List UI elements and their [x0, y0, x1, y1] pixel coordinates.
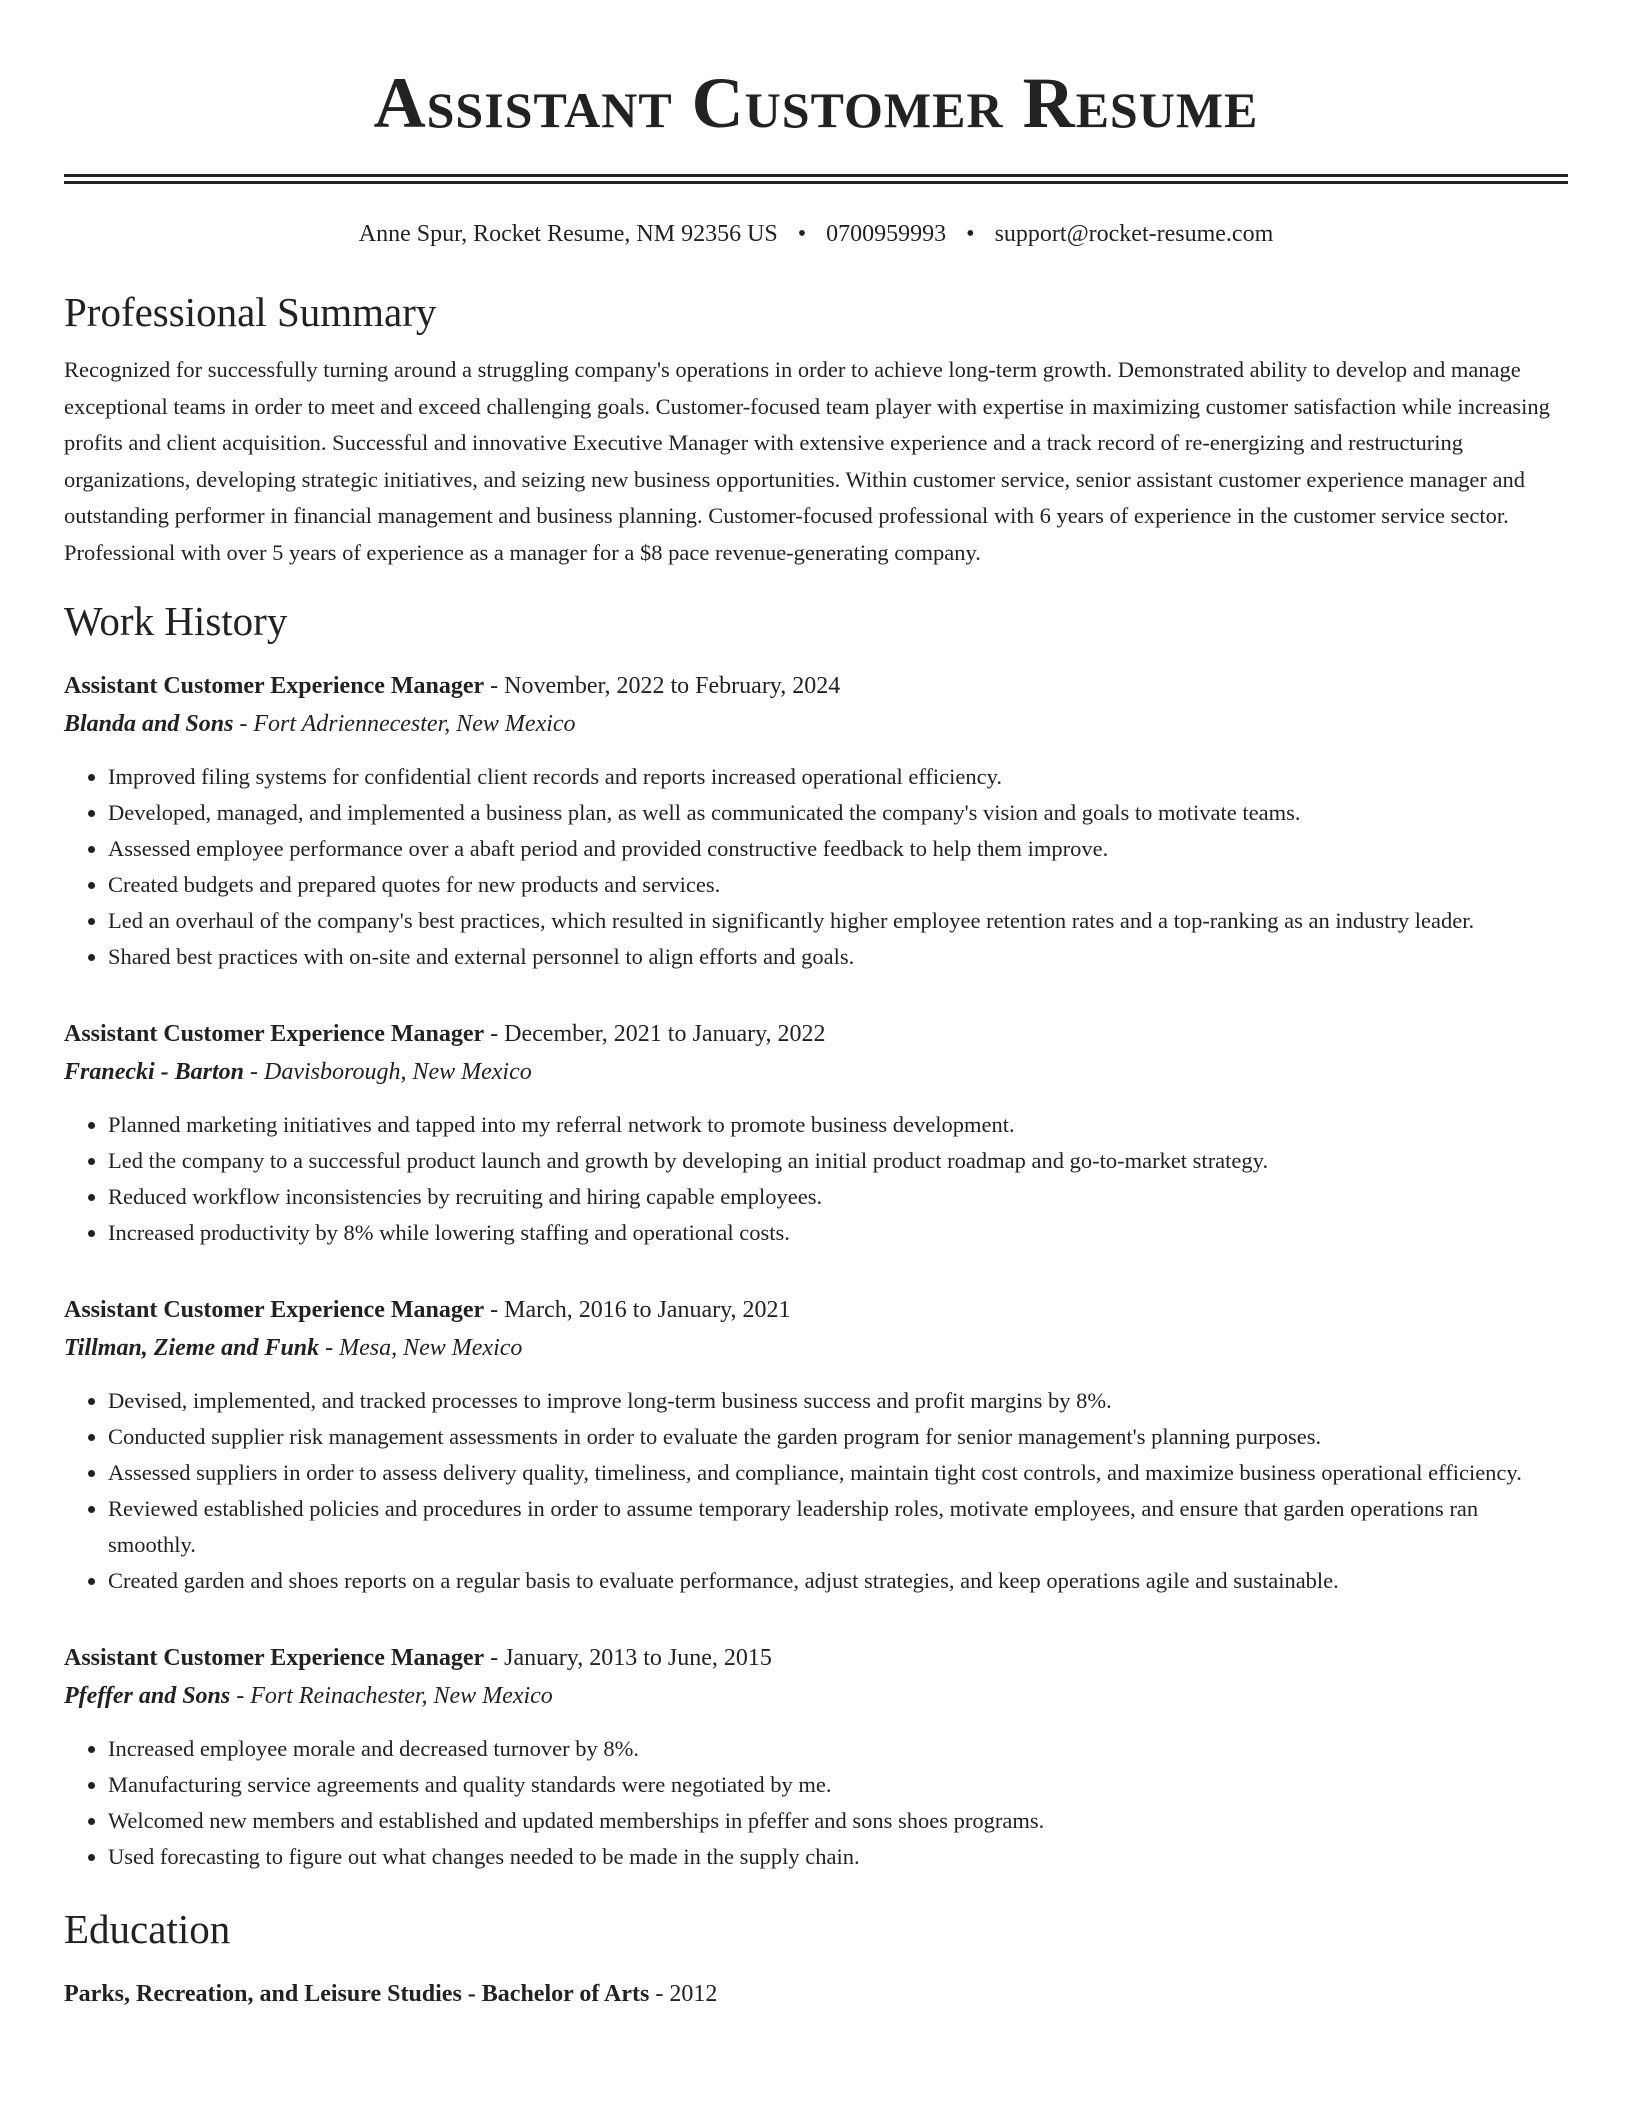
company-line [64, 705, 1568, 743]
company-line [64, 1677, 1568, 1715]
company-name: Franecki - Barton [64, 1059, 245, 1085]
company-name: Pfeffer and Sons [64, 1683, 231, 1709]
company-location: - Fort Adriennecester, New Mexico [233, 711, 576, 737]
company-line [64, 1053, 1568, 1091]
company-name: Blanda and Sons [64, 711, 234, 737]
job-title: Assistant Customer Experience Manager [64, 1645, 485, 1671]
contact-email: support@rocket-resume.com [994, 221, 1274, 247]
job-bullet: • Shared best practices with on-site and external personnel to align efforts and goals. [108, 939, 1568, 975]
job-bullets [64, 1731, 1568, 1875]
job-bullets [64, 1383, 1568, 1599]
job-dates: - November, 2022 to February, 2024 [484, 673, 841, 699]
company-location: - Fort Reinachester, New Mexico [230, 1683, 553, 1709]
job-entry [64, 1639, 1568, 1875]
job-title: Assistant Customer Experience Manager [64, 1021, 485, 1047]
job-bullet: • Reviewed established policies and procedures in order to assume temporary leadership roles, motivate employees, and ensure that garden operations ran smoothly. [108, 1491, 1568, 1563]
job-header [64, 1291, 1568, 1329]
job-bullet: • Created budgets and prepared quotes for new products and services. [108, 867, 1568, 903]
job-dates: - March, 2016 to January, 2021 [484, 1297, 791, 1323]
company-location: - Mesa, New Mexico [319, 1335, 523, 1361]
job-bullet: • Planned marketing initiatives and tapped into my referral network to promote business development. [108, 1107, 1568, 1143]
resume-title: Assistant Customer Resume [373, 63, 1259, 143]
job-bullet: • Welcomed new members and established and updated memberships in pfeffer and sons shoes programs. [108, 1803, 1568, 1839]
job-entry [64, 667, 1568, 975]
company-name: Tillman, Zieme and Funk [64, 1335, 320, 1361]
contact-line [64, 218, 1568, 250]
education-year: - 2012 [649, 1981, 718, 2007]
job-bullet: • Created garden and shoes reports on a regular basis to evaluate performance, adjust strategies, and keep operations agile and sustainable. [108, 1563, 1568, 1599]
job-bullet: • Increased productivity by 8% while lowering staffing and operational costs. [108, 1215, 1568, 1251]
summary-heading: Professional Summary [64, 289, 437, 335]
job-bullet: • Reduced workflow inconsistencies by recruiting and hiring capable employees. [108, 1179, 1568, 1215]
job-bullet: • Increased employee morale and decreased turnover by 8%. [108, 1731, 1568, 1767]
job-bullet: • Devised, implemented, and tracked processes to improve long-term business success and profit margins by 8%. [108, 1383, 1568, 1419]
job-title: Assistant Customer Experience Manager [64, 1297, 485, 1323]
contact-address: Anne Spur, Rocket Resume, NM 92356 US [358, 221, 778, 247]
job-header [64, 1015, 1568, 1053]
job-header [64, 1639, 1568, 1677]
job-dates: - January, 2013 to June, 2015 [484, 1645, 772, 1671]
job-title: Assistant Customer Experience Manager [64, 673, 485, 699]
job-bullet: • Developed, managed, and implemented a business plan, as well as communicated the company's vision and goals to motivate teams. [108, 795, 1568, 831]
work-history-heading: Work History [64, 598, 288, 644]
job-bullet: • Used forecasting to figure out what changes needed to be made in the supply chain. [108, 1839, 1568, 1875]
summary-text: Recognized for successfully turning around a struggling company's operations in order to achieve long-term growth. Demonstrated ability to develop and manage exceptional teams in order to meet and exceed challenging goals. Customer-focused team player with expertise in maximizing customer satisfaction while increasing profits and client acquisition. Successful and innovative Executive Manager with extensive experience and a track record of re-energizing and restructuring organizations, developing strategic initiatives, and seizing new business opportunities. Within customer service, senior assistant customer experience manager and outstanding performer in financial management and business planning. Customer-focused professional with 6 years of experience in the customer service sector. Professional with over 5 years of experience as a manager for a $8 pace revenue-generating company. [64, 357, 1550, 565]
job-bullets [64, 759, 1568, 975]
job-bullet: • Led the company to a successful product launch and growth by developing an initial product roadmap and go-to-market strategy. [108, 1143, 1568, 1179]
education-degree: Parks, Recreation, and Leisure Studies - Bachelor of Arts [64, 1981, 650, 2007]
contact-separator: • [966, 221, 975, 247]
job-header [64, 667, 1568, 705]
contact-phone: 0700959993 [826, 221, 947, 247]
job-entry [64, 1015, 1568, 1251]
contact-separator: • [797, 221, 807, 247]
education-heading: Education [64, 1906, 231, 1952]
job-bullet: • Manufacturing service agreements and quality standards were negotiated by me. [108, 1767, 1568, 1803]
job-bullet: • Assessed employee performance over a abaft period and provided constructive feedback to help them improve. [108, 831, 1568, 867]
job-bullet: • Led an overhaul of the company's best practices, which resulted in significantly higher employee retention rates and a top-ranking as an industry leader. [108, 903, 1568, 939]
job-bullet: • Conducted supplier risk management assessments in order to evaluate the garden program for senior management's planning purposes. [108, 1419, 1568, 1455]
title-divider [64, 174, 1568, 184]
company-line [64, 1329, 1568, 1367]
company-location: - Davisborough, New Mexico [244, 1059, 532, 1085]
job-dates: - December, 2021 to January, 2022 [484, 1021, 826, 1047]
job-bullets [64, 1107, 1568, 1251]
job-bullet: • Improved filing systems for confidential client records and reports increased operational efficiency. [108, 759, 1568, 795]
job-entry [64, 1291, 1568, 1599]
job-bullet: • Assessed suppliers in order to assess delivery quality, timeliness, and compliance, maintain tight cost controls, and maximize business operational efficiency. [108, 1455, 1568, 1491]
education-entry [64, 1975, 1568, 2013]
